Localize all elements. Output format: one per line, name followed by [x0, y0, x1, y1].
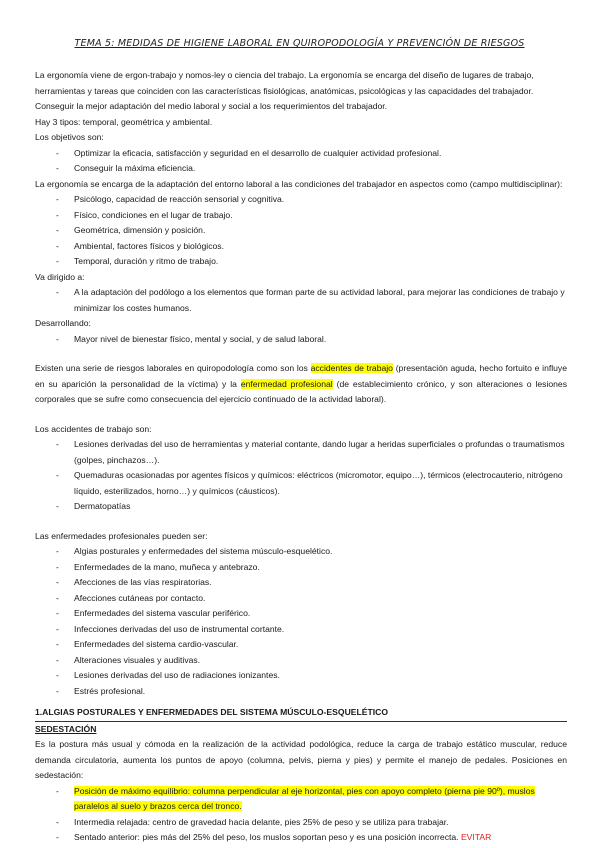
desarrollando-list — [35, 332, 567, 348]
intro-paragraph: La ergonomía viene de ergon-trabajo y nomos-ley o ciencia del trabajo. La ergonomía se encarga del diseño de lugares de trabajo, herramientas y tareas que coinciden con las características fisiológicas, anatómicas, psicológicas y las capacidades del trabajador. — [35, 70, 534, 96]
list-item: - Dermatopatías — [35, 499, 567, 515]
list-item: - Intermedia relajada: centro de gravedad hacia delante, pies 25% de peso y se utiliza para trabajar. — [35, 815, 567, 831]
riesgos-text-b: (presentación aguda, hecho fortuito e influye en su aparición la personalidad de la víctima) y la — [35, 363, 567, 389]
riesgos-text-a: Existen una serie de riesgos laborales en quiropodología como son los — [35, 363, 311, 373]
list-item: - Conseguir la máxima eficiencia. — [35, 161, 567, 177]
accidentes-label: Los accidentes de trabajo son: — [35, 423, 152, 434]
list-item: - Estrés profesional. — [35, 684, 567, 700]
highlight-enfermedad: enfermedad profesional — [240, 378, 333, 389]
highlight-accidentes: accidentes de trabajo — [310, 363, 393, 373]
section-subheading: SEDESTACIÓN — [35, 723, 97, 734]
list-item: - Quemaduras ocasionadas por agentes físicos y químicos: eléctricos (micromotor, equipo…), térmicos (electrocauterio, nitrógeno líquido, esterilizados, horno…) y químicos (cáusticos). — [35, 468, 567, 499]
dirigido-list — [35, 285, 567, 316]
list-item: - Infecciones derivadas del uso de instrumental cortante. — [35, 622, 567, 638]
list-item: - Geométrica, dimensión y posición. — [35, 223, 567, 239]
list-item: - Algias posturales y enfermedades del sistema músculo-esquelético. — [35, 544, 567, 560]
objetivos-label: Los objetivos son: — [35, 132, 104, 142]
adaptation-paragraph: La ergonomía se encarga de la adaptación del entorno laboral a las condiciones del trabajador en aspectos como (campo multidisciplinar): — [35, 178, 563, 189]
list-item: - Enfermedades del sistema cardio-vascular. — [35, 637, 567, 653]
dirigido-label: Va dirigido a: — [35, 271, 85, 282]
desarrollando-label: Desarrollando: — [35, 318, 91, 328]
list-item: - Lesiones derivadas del uso de radiaciones ionizantes. — [35, 668, 567, 684]
list-item: - Alteraciones visuales y auditivas. — [35, 653, 567, 669]
intro-types: Hay 3 tipos: temporal, geométrica y ambiental. — [35, 116, 213, 127]
posiciones-list — [35, 784, 567, 846]
highlight-posicion: Posición de máximo equilibrio: columna perpendicular al eje horizontal, pies con apoyo completo (pierna pie 90º), muslos paralelos al suelo y brazos cerca del tronco. — [74, 785, 535, 811]
objetivos-list — [35, 146, 567, 177]
list-item: - Temporal, duración y ritmo de trabajo. — [35, 254, 567, 270]
list-item: - A la adaptación del podólogo a los elementos que forman parte de su actividad laboral, para mejorar las condiciones de trabajo y minimizar los costes humanos. — [35, 285, 567, 316]
list-item: - Afecciones de las vías respiratorias. — [35, 575, 567, 591]
list-item: - Ambiental, factores físicos y biológicos. — [35, 239, 567, 255]
list-item: - Psicólogo, capacidad de reacción sensorial y cognitiva. — [35, 192, 567, 208]
document-title: TEMA 5: MEDIDAS DE HIGIENE LABORAL EN QUIROPODOLOGÍA Y PREVENCIÓN DE RIESGOS — [74, 38, 525, 49]
riesgos-text-c: (de establecimiento crónico, y son alteraciones o lesiones corporales que se sufre como consecuencia del ejercicio continuado de la actividad laboral). — [35, 378, 568, 404]
enfermedades-list — [35, 544, 567, 699]
campos-list — [35, 192, 567, 270]
intro-goal: Conseguir la mejor adaptación del medio laboral y social a los requerimientos del trabajador. — [35, 101, 388, 111]
list-item-highlighted — [35, 784, 567, 815]
list-item: - Lesiones derivadas del uso de herramientas y material contante, dando lugar a heridas superficiales o profundas o traumatismos (golpes, pinchazos…). — [35, 437, 567, 468]
list-item: - Físico, condiciones en el lugar de trabajo. — [35, 208, 567, 224]
evitar-warning: EVITAR — [460, 832, 492, 842]
list-item: - Afecciones cutáneas por contacto. — [35, 591, 567, 607]
list-item: - Optimizar la eficacia, satisfacción y seguridad en el desarrollo de cualquier actividad profesional. — [35, 146, 567, 162]
list-item: - Enfermedades del sistema vascular periférico. — [35, 606, 567, 622]
list-item: - Mayor nivel de bienestar físico, mental y social, y de salud laboral. — [35, 332, 567, 348]
sedestacion-paragraph: Es la postura más usual y cómoda en la realización de la actividad podológica, reduce la carga de trabajo estático muscular, reduce demanda circulatoria, aumenta los puntos de apoyo (columna, pelvis, pierna y pies) y permite el manejo de pedales. Posiciones en sedestación: — [35, 739, 567, 780]
document-body — [35, 68, 567, 846]
list-item: - Enfermedades de la mano, muñeca y antebrazo. — [35, 560, 567, 576]
section-heading: 1.ALGIAS POSTURALES Y ENFERMEDADES DEL SISTEMA MÚSCULO-ESQUELÉTICO — [35, 705, 567, 722]
riesgos-paragraph — [35, 361, 567, 408]
sentado-anterior-text: Sentado anterior: pies más del 25% del peso, los muslos soportan peso y es una posición incorrecta. — [74, 832, 461, 842]
accidentes-list — [35, 437, 567, 515]
enfermedades-label: Las enfermedades profesionales pueden ser: — [35, 530, 208, 541]
list-item — [35, 830, 567, 846]
